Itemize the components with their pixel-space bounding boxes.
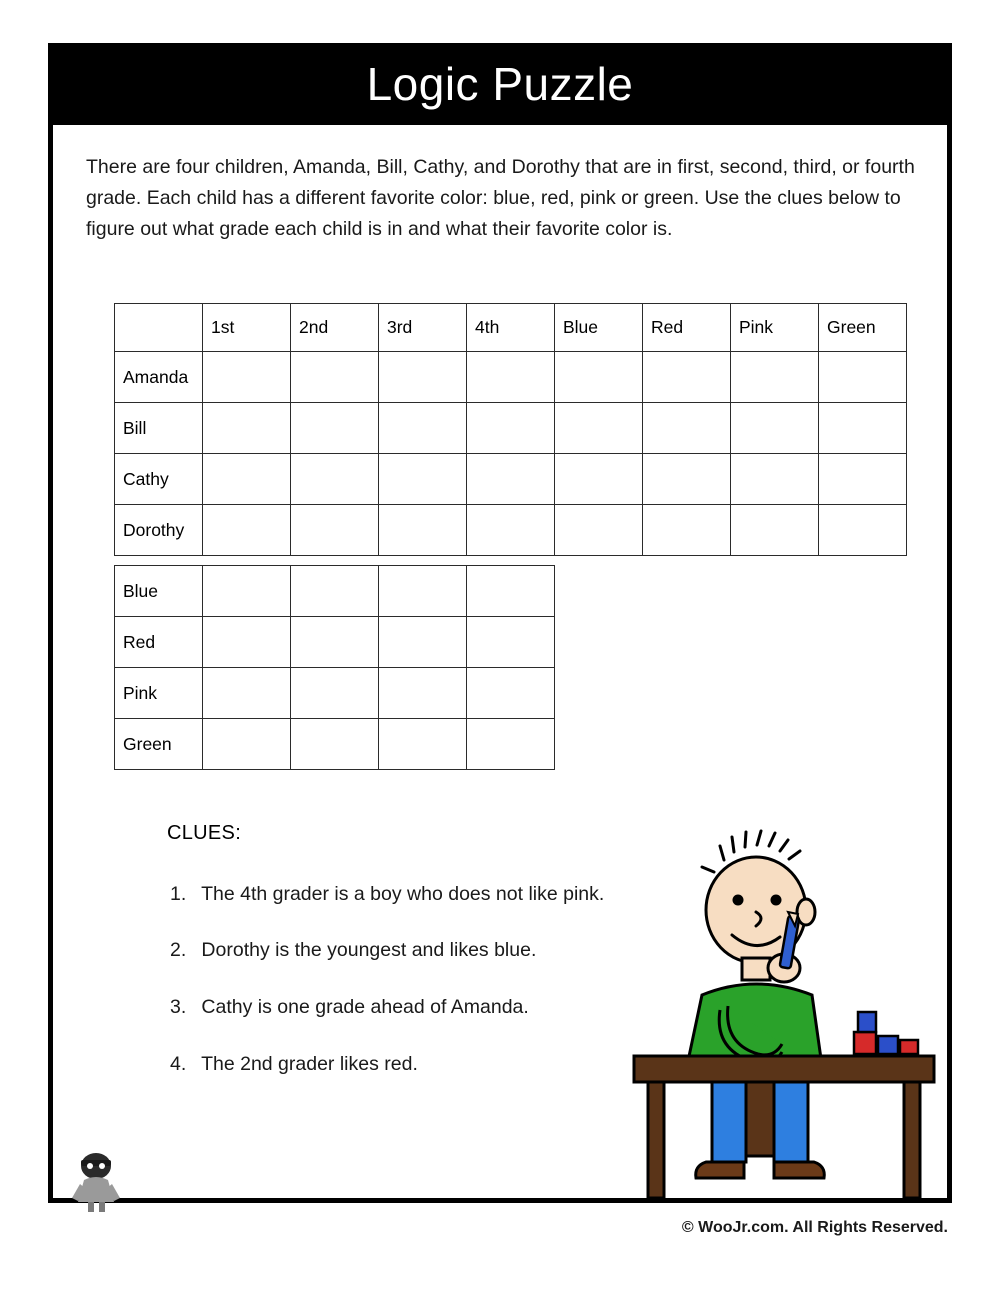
eye-right <box>771 895 782 906</box>
clue-number-2: 2. <box>170 939 187 961</box>
grid-cell-blue-2nd[interactable] <box>291 566 379 617</box>
column-header-4th: 4th <box>467 304 555 352</box>
row-header-pink: Pink <box>115 668 203 719</box>
woojr-mascot-icon <box>68 1148 124 1214</box>
clue-text-2: Dorothy is the youngest and likes blue. <box>201 939 537 961</box>
table-row <box>115 617 555 668</box>
row-header-cathy: Cathy <box>115 454 203 505</box>
grid-cell-red-4th[interactable] <box>467 617 555 668</box>
grid-cell-green-4th[interactable] <box>467 719 555 770</box>
grid-cell-red-2nd[interactable] <box>291 617 379 668</box>
clues-heading: CLUES: <box>167 822 242 844</box>
column-header-3rd: 3rd <box>379 304 467 352</box>
table-header-row <box>115 304 907 352</box>
grid-corner-cell <box>115 304 203 352</box>
row-header-bill: Bill <box>115 403 203 454</box>
column-header-blue: Blue <box>555 304 643 352</box>
grid-cell-cathy-green[interactable] <box>819 454 907 505</box>
grid-cell-dorothy-blue[interactable] <box>555 505 643 556</box>
column-header-2nd: 2nd <box>291 304 379 352</box>
shoe-right <box>774 1162 824 1178</box>
grid-cell-cathy-blue[interactable] <box>555 454 643 505</box>
grid-cell-dorothy-red[interactable] <box>643 505 731 556</box>
column-header-green: Green <box>819 304 907 352</box>
grid-cell-amanda-1st[interactable] <box>203 352 291 403</box>
clue-number-3: 3. <box>170 996 187 1018</box>
clue-number-1: 1. <box>170 883 187 905</box>
row-header-dorothy: Dorothy <box>115 505 203 556</box>
eye-left <box>733 895 744 906</box>
row-header-amanda: Amanda <box>115 352 203 403</box>
table-row <box>115 719 555 770</box>
table-row <box>115 403 907 454</box>
grid-cell-cathy-3rd[interactable] <box>379 454 467 505</box>
clue-text-1: The 4th grader is a boy who does not like pink. <box>201 883 605 905</box>
title-bar <box>48 43 952 125</box>
grid-cell-amanda-3rd[interactable] <box>379 352 467 403</box>
grid-cell-amanda-blue[interactable] <box>555 352 643 403</box>
column-header-red: Red <box>643 304 731 352</box>
pants-left <box>712 1082 746 1162</box>
grid-cell-cathy-2nd[interactable] <box>291 454 379 505</box>
clue-text-3: Cathy is one grade ahead of Amanda. <box>201 996 529 1018</box>
grid-cell-pink-1st[interactable] <box>203 668 291 719</box>
toy-blocks <box>854 1012 918 1054</box>
clue-number-4: 4. <box>170 1053 187 1075</box>
grid-cell-red-3rd[interactable] <box>379 617 467 668</box>
grid-cell-bill-4th[interactable] <box>467 403 555 454</box>
clue-item-2 <box>170 939 536 962</box>
grid-cell-bill-pink[interactable] <box>731 403 819 454</box>
grid-cell-cathy-4th[interactable] <box>467 454 555 505</box>
grid-cell-amanda-red[interactable] <box>643 352 731 403</box>
grid-cell-green-1st[interactable] <box>203 719 291 770</box>
table-row <box>115 352 907 403</box>
grid-cell-cathy-pink[interactable] <box>731 454 819 505</box>
logic-grid-top <box>114 303 907 556</box>
column-header-pink: Pink <box>731 304 819 352</box>
grid-cell-bill-3rd[interactable] <box>379 403 467 454</box>
logic-grid-bottom <box>114 565 555 770</box>
grid-cell-cathy-red[interactable] <box>643 454 731 505</box>
grid-cell-pink-2nd[interactable] <box>291 668 379 719</box>
row-header-green: Green <box>115 719 203 770</box>
grid-cell-amanda-4th[interactable] <box>467 352 555 403</box>
table-row <box>115 454 907 505</box>
boy-at-desk-illustration <box>616 820 946 1210</box>
grid-cell-dorothy-green[interactable] <box>819 505 907 556</box>
table-row <box>115 566 555 617</box>
row-header-red: Red <box>115 617 203 668</box>
grid-cell-amanda-green[interactable] <box>819 352 907 403</box>
table-row <box>115 668 555 719</box>
column-header-1st: 1st <box>203 304 291 352</box>
grid-cell-green-3rd[interactable] <box>379 719 467 770</box>
grid-cell-bill-1st[interactable] <box>203 403 291 454</box>
grid-cell-blue-1st[interactable] <box>203 566 291 617</box>
table-row <box>115 505 907 556</box>
pants-right <box>774 1082 808 1162</box>
grid-cell-bill-2nd[interactable] <box>291 403 379 454</box>
clue-text-4: The 2nd grader likes red. <box>201 1053 418 1075</box>
clue-item-4 <box>170 1053 418 1076</box>
grid-cell-dorothy-3rd[interactable] <box>379 505 467 556</box>
grid-cell-dorothy-2nd[interactable] <box>291 505 379 556</box>
clue-item-1 <box>170 883 604 906</box>
grid-cell-green-2nd[interactable] <box>291 719 379 770</box>
shoe-left <box>696 1162 744 1178</box>
copyright-text: © WooJr.com. All Rights Reserved. <box>681 1219 948 1236</box>
page-title: Logic Puzzle <box>366 58 634 110</box>
grid-cell-pink-3rd[interactable] <box>379 668 467 719</box>
grid-cell-blue-3rd[interactable] <box>379 566 467 617</box>
grid-cell-bill-red[interactable] <box>643 403 731 454</box>
desk-top <box>634 1056 934 1082</box>
grid-cell-blue-4th[interactable] <box>467 566 555 617</box>
grid-cell-amanda-pink[interactable] <box>731 352 819 403</box>
desk-leg-right <box>904 1082 920 1198</box>
grid-cell-dorothy-4th[interactable] <box>467 505 555 556</box>
desk-leg-left <box>648 1082 664 1198</box>
neck <box>742 958 770 980</box>
stool-leg <box>746 1082 774 1156</box>
grid-cell-red-1st[interactable] <box>203 617 291 668</box>
grid-cell-pink-4th[interactable] <box>467 668 555 719</box>
grid-cell-bill-blue[interactable] <box>555 403 643 454</box>
grid-cell-dorothy-1st[interactable] <box>203 505 291 556</box>
grid-cell-bill-green[interactable] <box>819 403 907 454</box>
grid-cell-cathy-1st[interactable] <box>203 454 291 505</box>
intro-paragraph: There are four children, Amanda, Bill, Cathy, and Dorothy that are in first, second, third, or fourth grade. Each child has a different favorite color: blue, red, pink or green. Use the clues below to figure out what grade each child is in and what their favorite color is. <box>86 156 915 240</box>
grid-cell-dorothy-pink[interactable] <box>731 505 819 556</box>
row-header-blue: Blue <box>115 566 203 617</box>
clue-item-3 <box>170 996 529 1019</box>
grid-cell-amanda-2nd[interactable] <box>291 352 379 403</box>
